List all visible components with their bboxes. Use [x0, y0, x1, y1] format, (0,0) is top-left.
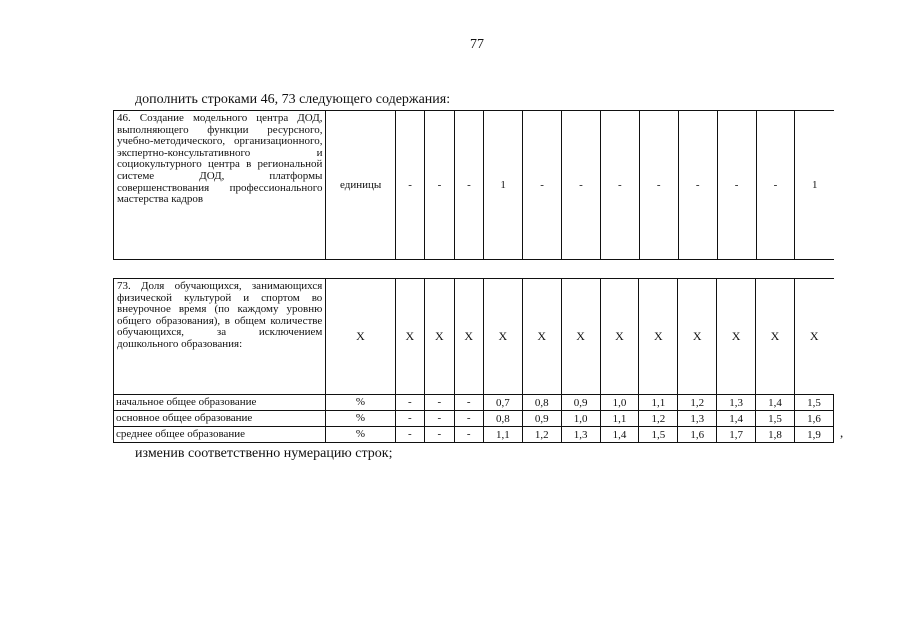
- subrow-value: 1,4: [717, 411, 756, 427]
- page-number: 77: [470, 37, 484, 52]
- table-row: [114, 427, 834, 443]
- subrow-value: 1,0: [561, 411, 600, 427]
- intro-text: дополнить строками 46, 73 следующего содержания:: [135, 92, 451, 107]
- row46-value: -: [454, 111, 483, 260]
- subrow-label: начальное общее образование: [114, 395, 326, 411]
- row46-value: -: [756, 111, 795, 260]
- row46-value: 1: [795, 111, 834, 260]
- row73-value: Х: [756, 279, 795, 395]
- subrow-unit: %: [326, 411, 395, 427]
- table-row-46: [113, 110, 834, 260]
- subrow-value: 1,1: [600, 411, 639, 427]
- subrow-value: 1,3: [717, 395, 756, 411]
- subrow-value: 1,3: [678, 411, 717, 427]
- row73-value: Х: [522, 279, 561, 395]
- subrow-unit: %: [326, 395, 395, 411]
- row73-description: 73. Доля обучающихся, занимающихся физической культурой и спортом во внеурочное время (по каждому уровню общего образования), в общем количестве обучающихся, за исключением дошкольного образования:: [114, 279, 326, 395]
- subrow-value: -: [425, 427, 454, 443]
- subrow-value: 1,0: [600, 395, 639, 411]
- subrow-value: 1,2: [639, 411, 678, 427]
- subrow-value: -: [395, 395, 424, 411]
- subrow-value: -: [395, 427, 424, 443]
- row46-value: -: [561, 111, 600, 260]
- row73-value: Х: [483, 279, 522, 395]
- subrow-value: 1,1: [483, 427, 522, 443]
- subrow-value: -: [454, 427, 483, 443]
- subrow-value: 1,9: [794, 427, 833, 443]
- row73-value: Х: [561, 279, 600, 395]
- subrow-value: 0,8: [522, 395, 561, 411]
- subrow-value: 0,8: [483, 411, 522, 427]
- subrow-label: среднее общее образование: [114, 427, 326, 443]
- table-row: [114, 411, 834, 427]
- row46-value: -: [717, 111, 756, 260]
- subrow-value: -: [425, 395, 454, 411]
- row46-value: -: [395, 111, 424, 260]
- subrow-value: 1,1: [639, 395, 678, 411]
- row73-value: Х: [639, 279, 678, 395]
- table-row: [114, 111, 835, 260]
- row46-value: -: [425, 111, 454, 260]
- row73-value: Х: [717, 279, 756, 395]
- row73-unit: Х: [326, 279, 395, 395]
- row73-value: Х: [425, 279, 454, 395]
- subrow-value: 1,2: [522, 427, 561, 443]
- subrow-value: -: [395, 411, 424, 427]
- subrow-value: -: [454, 395, 483, 411]
- table-row: [114, 395, 834, 411]
- subrow-value: 1,5: [639, 427, 678, 443]
- subrow-value: 1,7: [717, 427, 756, 443]
- subrow-value: 1,4: [600, 427, 639, 443]
- subrow-value: 1,5: [756, 411, 795, 427]
- row46-value: -: [639, 111, 678, 260]
- subrow-value: 1,5: [794, 395, 833, 411]
- outro-text: изменив соответственно нумерацию строк;: [135, 446, 393, 461]
- subrow-unit: %: [326, 427, 395, 443]
- row46-description: 46. Создание модельного центра ДОД, выполняющего функции ресурсного, учебно-методического, организационного, экспертно-консультативного и социокультурного центра в региональной системе ДОД, платформы совершенствования профессионального мастерства кадров: [114, 111, 326, 260]
- row46-unit: единицы: [326, 111, 395, 260]
- row46-value: -: [600, 111, 639, 260]
- subrow-value: 1,2: [678, 395, 717, 411]
- subrow-value: 0,9: [522, 411, 561, 427]
- row73-value: Х: [454, 279, 483, 395]
- subrow-value: 0,9: [561, 395, 600, 411]
- subrow-value: 1,3: [561, 427, 600, 443]
- subrow-label: основное общее образование: [114, 411, 326, 427]
- row73-value: Х: [794, 279, 833, 395]
- table-row-73: [113, 278, 834, 443]
- subrow-value: -: [454, 411, 483, 427]
- subrow-value: 1,4: [756, 395, 795, 411]
- subrow-value: -: [425, 411, 454, 427]
- subrow-value: 1,6: [794, 411, 833, 427]
- subrow-value: 1,6: [678, 427, 717, 443]
- row46-value: 1: [484, 111, 523, 260]
- subrow-value: 1,8: [756, 427, 795, 443]
- trailing-comma: ,: [840, 425, 844, 440]
- row46-value: -: [678, 111, 717, 260]
- row73-value: Х: [678, 279, 717, 395]
- row46-value: -: [523, 111, 562, 260]
- subrow-value: 0,7: [483, 395, 522, 411]
- table-row: [114, 279, 834, 395]
- row73-value: Х: [600, 279, 639, 395]
- row73-value: Х: [395, 279, 424, 395]
